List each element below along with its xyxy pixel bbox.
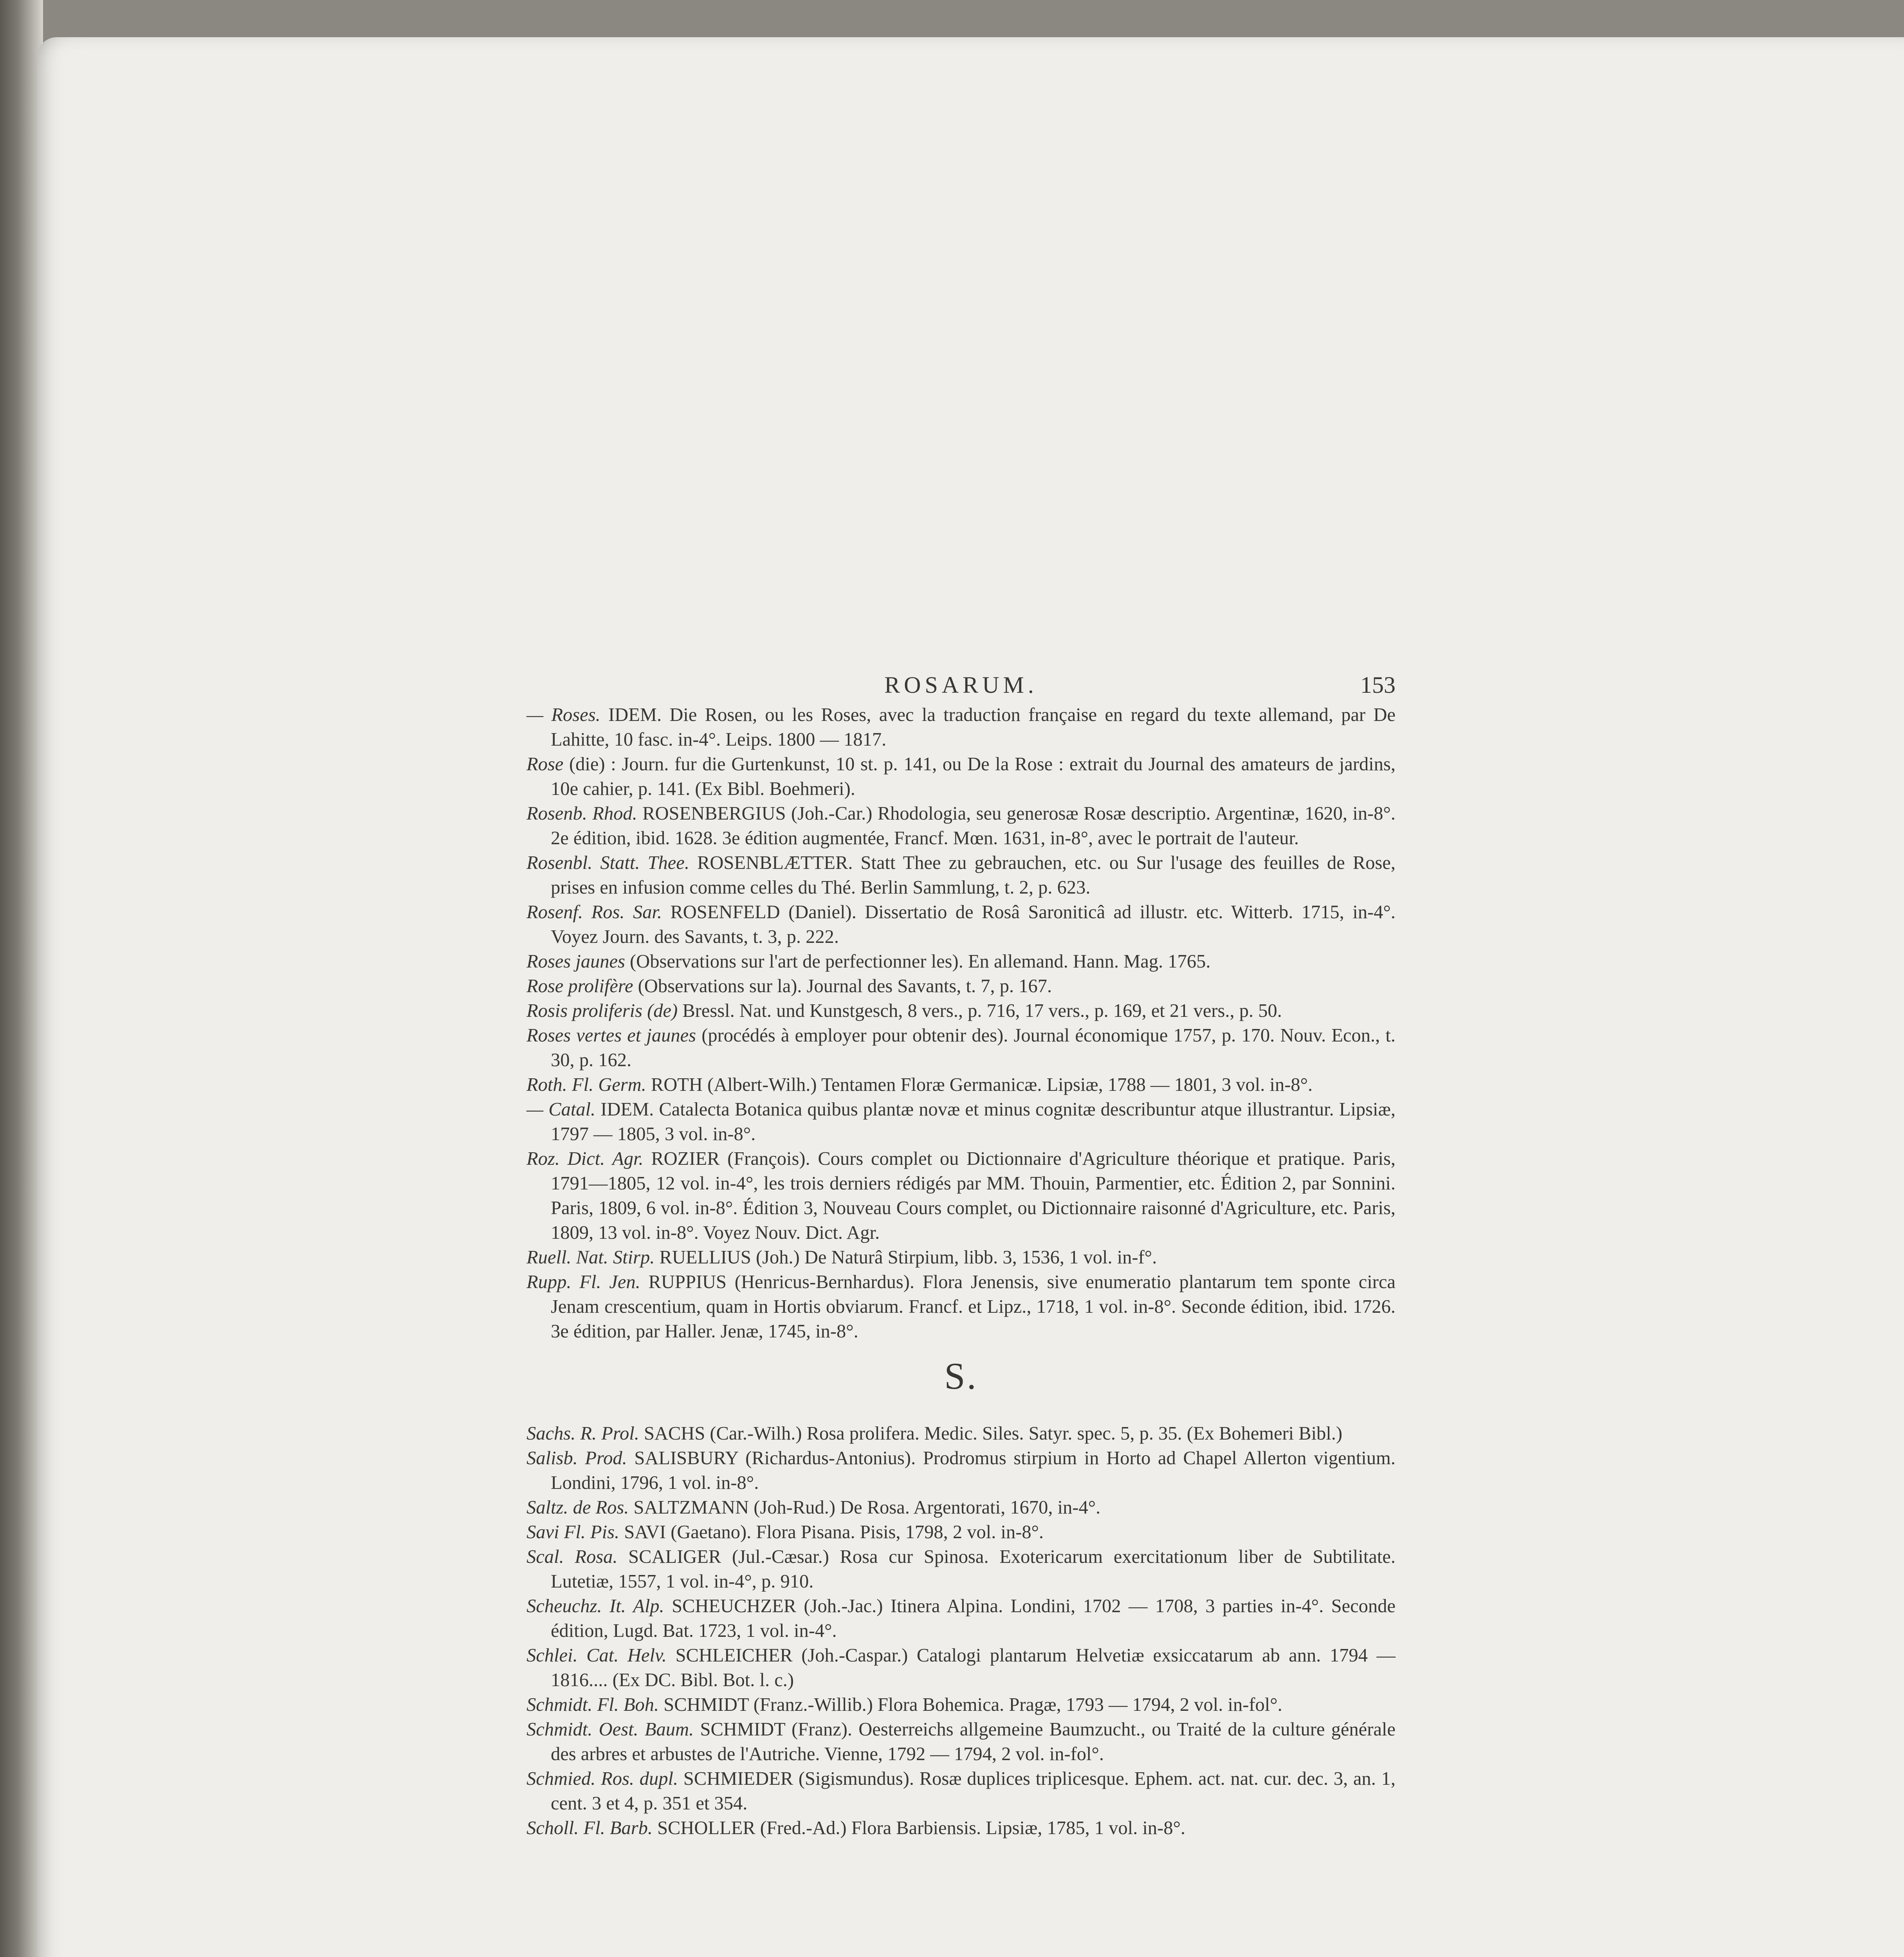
- bibliography-entry: [526, 998, 1396, 1023]
- entry-text: (Observations sur la). Journal des Savants, t. 7, p. 167.: [638, 976, 1052, 997]
- entry-abbreviation: Rosis proliferis (de): [526, 1000, 678, 1021]
- entry-text: SCHMIDT (Franz.-Willib.) Flora Bohemica. Pragæ, 1793 — 1794, 2 vol. in-fol°.: [664, 1694, 1282, 1715]
- entry-abbreviation: Schmied. Ros. dupl.: [526, 1768, 678, 1789]
- entry-abbreviation: Schmidt. Fl. Boh.: [526, 1694, 659, 1715]
- entry-text: (Observations sur l'art de perfectionner les). En allemand. Hann. Mag. 1765.: [630, 951, 1211, 972]
- entry-abbreviation: Roz. Dict. Agr.: [526, 1148, 644, 1169]
- entry-text: ROTH (Albert-Wilh.) Tentamen Floræ Germanicæ. Lipsiæ, 1788 — 1801, 3 vol. in-8°.: [651, 1074, 1313, 1095]
- bibliography-entry: [526, 801, 1396, 851]
- bibliography-entry: [526, 1544, 1396, 1594]
- entry-text: SACHS (Car.-Wilh.) Rosa prolifera. Medic. Siles. Satyr. spec. 5, p. 35. (Ex Bohemeri Bibl.): [644, 1423, 1343, 1444]
- entry-abbreviation: Rose prolifère: [526, 976, 633, 997]
- entry-text: ROSENFELD (Daniel). Dissertatio de Rosâ Saroniticâ ad illustr. etc. Witterb. 1715, in-4°. Voyez Journ. des Savants, t. 3, p. 222.: [551, 902, 1396, 947]
- entry-abbreviation: Roses jaunes: [526, 951, 625, 972]
- entry-abbreviation: Scheuchz. It. Alp.: [526, 1596, 664, 1616]
- entry-abbreviation: — Roses.: [526, 705, 600, 725]
- entry-text: SCHLEICHER (Joh.-Caspar.) Catalogi plantarum Helvetiæ exsiccatarum ab ann. 1794 — 1816.... (Ex DC. Bibl. Bot. l. c.): [551, 1645, 1396, 1690]
- entry-abbreviation: Roses vertes et jaunes: [526, 1025, 696, 1046]
- entry-abbreviation: Roth. Fl. Germ.: [526, 1074, 646, 1095]
- bibliography-entry: [526, 752, 1396, 801]
- bibliography-entry: [526, 1097, 1396, 1146]
- bibliography-entry: [526, 1072, 1396, 1097]
- entry-abbreviation: Rosenf. Ros. Sar.: [526, 902, 662, 923]
- bibliography-entry: [526, 1594, 1396, 1643]
- entry-abbreviation: Scal. Rosa.: [526, 1546, 618, 1567]
- entry-abbreviation: Scholl. Fl. Barb.: [526, 1818, 653, 1838]
- bibliography-entry: [526, 1146, 1396, 1245]
- entry-text: SALTZMANN (Joh-Rud.) De Rosa. Argentorati, 1670, in-4°.: [633, 1497, 1101, 1518]
- bibliography-entry: [526, 900, 1396, 949]
- bibliography-entry: [526, 1816, 1396, 1840]
- bibliography-entry: [526, 1270, 1396, 1344]
- bibliography-list-s: [526, 1421, 1396, 1840]
- entry-abbreviation: Salisb. Prod.: [526, 1448, 627, 1469]
- entry-text: SCHMIDT (Franz). Oesterreichs allgemeine Baumzucht., ou Traité de la culture générale des arbres et arbustes de l'Autriche. Vienne, 1792 — 1794, 2 vol. in-fol°.: [551, 1719, 1396, 1764]
- entry-abbreviation: Rosenb. Rhod.: [526, 803, 637, 824]
- bibliography-entry: [526, 1446, 1396, 1495]
- bibliography-text-block: [526, 671, 1396, 1840]
- running-title: ROSARUM.: [884, 672, 1038, 698]
- entry-abbreviation: Sachs. R. Prol.: [526, 1423, 639, 1444]
- bibliography-entry: [526, 1692, 1396, 1717]
- section-letter: S.: [944, 1355, 978, 1397]
- book-binding-edge: [0, 0, 43, 1957]
- bibliography-entry: [526, 1766, 1396, 1816]
- entry-text: IDEM. Catalecta Botanica quibus plantæ novæ et minus cognitæ describuntur atque illustrantur. Lipsiæ, 1797 — 1805, 3 vol. in-8°.: [551, 1099, 1396, 1144]
- entry-text: ROZIER (François). Cours complet ou Dictionnaire d'Agriculture théorique et pratique. Paris, 1791—1805, 12 vol. in-4°, les trois derniers rédigés par MM. Thouin, Parmentier, etc. Édition 2, par Sonnini. Paris, 1809, 6 vol. in-8°. Édition 3, Nouveau Cours complet, ou Dictionnaire raisonné d'Agriculture, etc. Paris, 1809, 13 vol. in-8°. Voyez Nouv. Dict. Agr.: [551, 1148, 1396, 1243]
- bibliography-entry: [526, 974, 1396, 998]
- bibliography-entry: [526, 949, 1396, 974]
- bibliography-entry: [526, 1495, 1396, 1520]
- bibliography-entry: [526, 1245, 1396, 1270]
- book-page: [37, 37, 1904, 1957]
- entry-text: (procédés à employer pour obtenir des). Journal économique 1757, p. 170. Nouv. Econ., t. 30, p. 162.: [551, 1025, 1396, 1070]
- entry-abbreviation: Rose: [526, 754, 564, 775]
- entry-abbreviation: Schmidt. Oest. Baum.: [526, 1719, 694, 1740]
- entry-text: ROSENBLÆTTER. Statt Thee zu gebrauchen, etc. ou Sur l'usage des feuilles de Rose, prises en infusion comme celles du Thé. Berlin Sammlung, t. 2, p. 623.: [551, 852, 1396, 898]
- entry-text: SCALIGER (Jul.-Cæsar.) Rosa cur Spinosa. Exotericarum exercitationum liber de Subtilitate. Lutetiæ, 1557, 1 vol. in-4°, p. 910.: [551, 1546, 1396, 1592]
- bibliography-entry: [526, 1643, 1396, 1692]
- entry-abbreviation: Rosenbl. Statt. Thee.: [526, 852, 689, 873]
- entry-text: SCHMIEDER (Sigismundus). Rosæ duplices triplicesque. Ephem. act. nat. cur. dec. 3, an. 1, cent. 3 et 4, p. 351 et 354.: [551, 1768, 1396, 1814]
- bibliography-entry: [526, 1023, 1396, 1072]
- entry-abbreviation: Schlei. Cat. Helv.: [526, 1645, 667, 1666]
- entry-text: SAVI (Gaetano). Flora Pisana. Pisis, 1798, 2 vol. in-8°.: [624, 1522, 1044, 1543]
- entry-text: Bressl. Nat. und Kunstgesch, 8 vers., p. 716, 17 vers., p. 169, et 21 vers., p. 50.: [682, 1000, 1282, 1021]
- entry-text: SALISBURY (Richardus-Antonius). Prodromus stirpium in Horto ad Chapel Allerton vigentium. Londini, 1796, 1 vol. in-8°.: [551, 1448, 1396, 1493]
- entry-text: SCHOLLER (Fred.-Ad.) Flora Barbiensis. Lipsiæ, 1785, 1 vol. in-8°.: [657, 1818, 1186, 1838]
- bibliography-entry: [526, 1717, 1396, 1766]
- entry-text: RUELLIUS (Joh.) De Naturâ Stirpium, libb. 3, 1536, 1 vol. in-f°.: [659, 1247, 1157, 1268]
- entry-abbreviation: Savi Fl. Pis.: [526, 1522, 620, 1543]
- page-header: [526, 671, 1396, 699]
- entry-text: (die) : Journ. fur die Gurtenkunst, 10 st. p. 141, ou De la Rose : extrait du Journal des amateurs de jardins, 10e cahier, p. 141. (Ex Bibl. Boehmeri).: [551, 754, 1396, 799]
- entry-text: RUPPIUS (Henricus-Bernhardus). Flora Jenensis, sive enumeratio plantarum tem sponte circa Jenam crescentium, quam in Hortis obviarum. Francf. et Lipz., 1718, 1 vol. in-8°. Seconde édition, ibid. 1726. 3e édition, par Haller. Jenæ, 1745, in-8°.: [551, 1272, 1396, 1342]
- bibliography-entry: [526, 703, 1396, 752]
- bibliography-entry: [526, 1421, 1396, 1446]
- entry-abbreviation: — Catal.: [526, 1099, 596, 1120]
- bibliography-entry: [526, 851, 1396, 900]
- page-number: 153: [1360, 672, 1396, 698]
- entry-abbreviation: Saltz. de Ros.: [526, 1497, 629, 1518]
- bibliography-list-r: [526, 703, 1396, 1344]
- entry-abbreviation: Rupp. Fl. Jen.: [526, 1272, 640, 1292]
- entry-text: ROSENBERGIUS (Joh.-Car.) Rhodologia, seu generosæ Rosæ descriptio. Argentinæ, 1620, in-8°. 2e édition, ibid. 1628. 3e édition augmentée, Francf. Mœn. 1631, in-8°, avec le portrait de l'auteur.: [551, 803, 1396, 849]
- entry-text: IDEM. Die Rosen, ou les Roses, avec la traduction française en regard du texte allemand, par De Lahitte, 10 fasc. in-4°. Leips. 1800 — 1817.: [551, 705, 1396, 750]
- entry-abbreviation: Ruell. Nat. Stirp.: [526, 1247, 655, 1268]
- entry-text: SCHEUCHZER (Joh.-Jac.) Itinera Alpina. Londini, 1702 — 1708, 3 parties in-4°. Seconde édition, Lugd. Bat. 1723, 1 vol. in-4°.: [551, 1596, 1396, 1641]
- bibliography-entry: [526, 1520, 1396, 1544]
